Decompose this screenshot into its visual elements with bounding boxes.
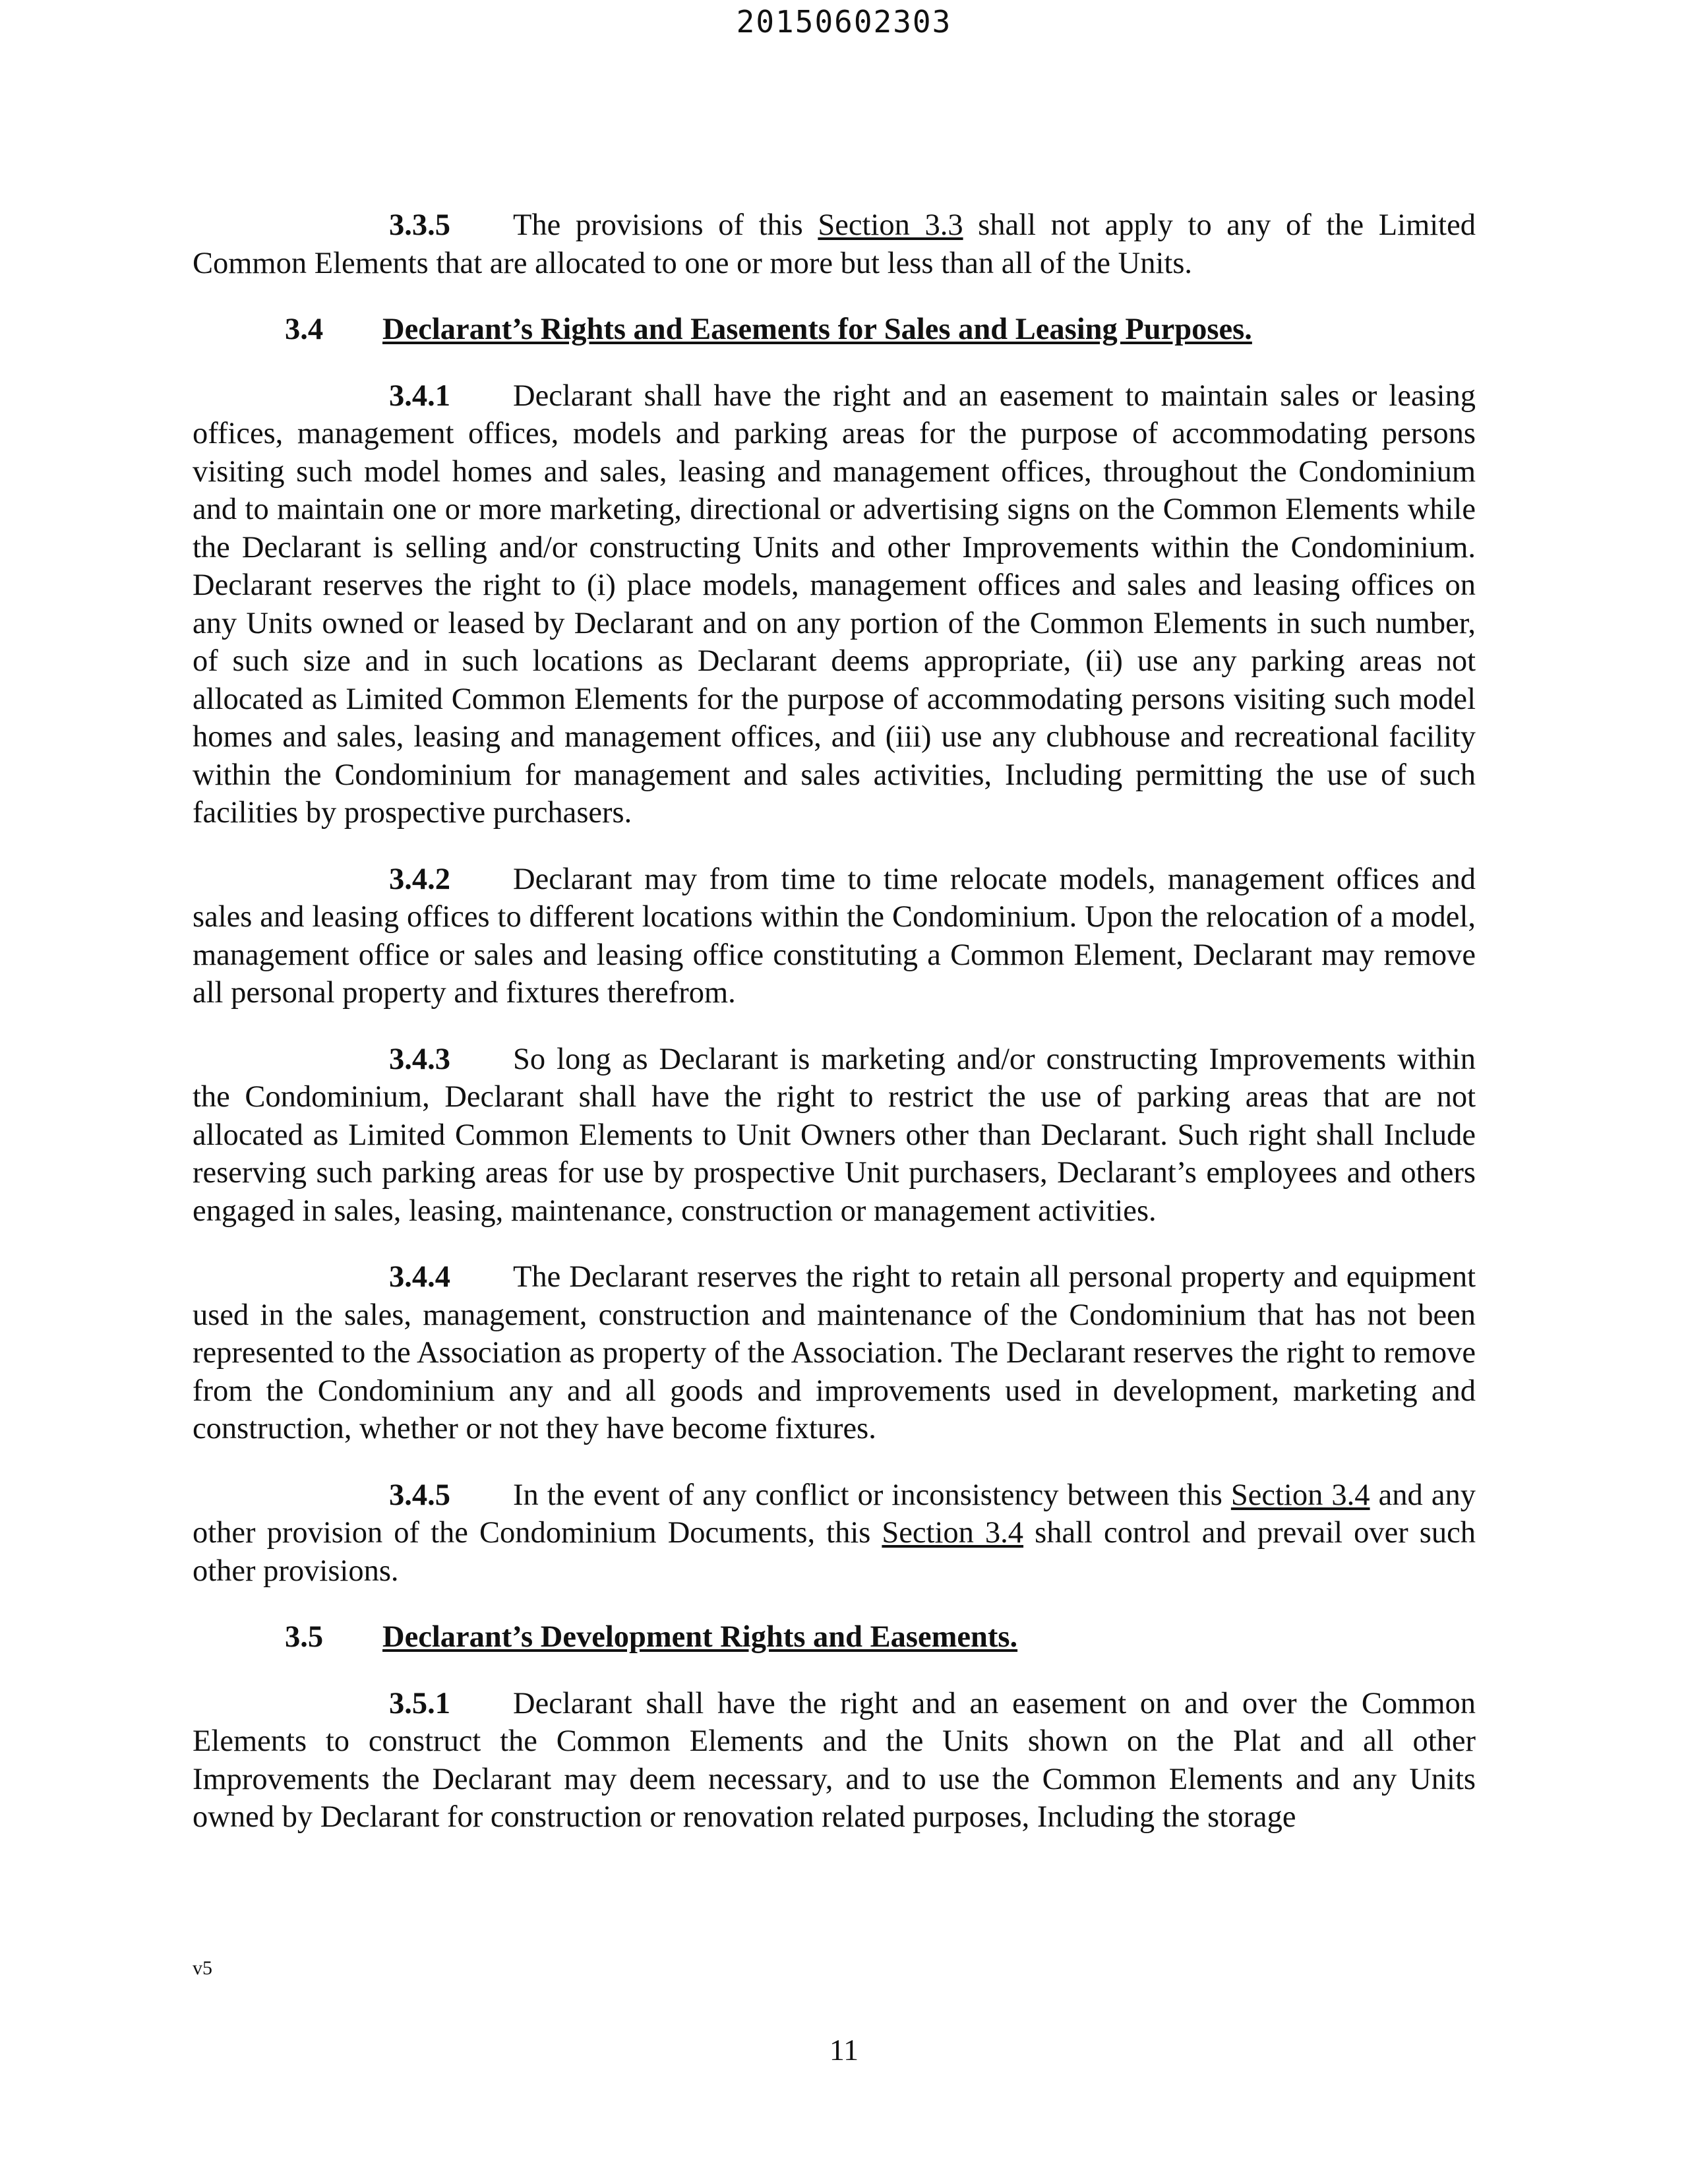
paragraph-3-4-2	[193, 861, 1476, 1012]
paragraph-text: shall not apply to any of the Limited Common Elements that are allocated to one or more but less than all of the Units.	[193, 208, 1476, 280]
paragraph-3-4-1	[193, 377, 1476, 832]
paragraph-3-3-5	[193, 206, 1476, 282]
paragraph-text: Declarant shall have the right and an easement to maintain sales or leasing offices, management offices, models and parking areas for the purpose of accommodating persons visiting such model homes and sales, leasing and management offices, throughout the Condominium and to maintain one or more marketing, directional or advertising signs on the Common Elements while the Declarant is selling and/or constructing Units and other Improvements within the Condominium. Declarant reserves the right to (i) place models, management offices and sales and leasing offices on any Units owned or leased by Declarant and on any portion of the Common Elements in such number, of such size and in such locations as Declarant deems appropriate, (ii) use any parking areas not allocated as Limited Common Elements for the purpose of accommodating persons visiting such model homes and sales, leasing and management offices, and (iii) use any clubhouse and recreational facility within the Condominium for management and sales activities, Including permitting the use of such facilities by prospective purchasers.	[193, 379, 1476, 830]
section-number: 3.4.4	[389, 1260, 450, 1294]
section-number: 3.4	[285, 313, 324, 346]
section-number: 3.4.3	[389, 1042, 450, 1076]
page-number: 11	[829, 2033, 859, 2067]
paragraph-text: Declarant may from time to time relocate models, management offices and sales and leasing offices to different locations within the Condominium. Upon the relocation of a model, management office or sales and leasing office constituting a Common Element, Declarant may remove all personal property and fixtures therefrom.	[193, 862, 1476, 1010]
paragraph-text: So long as Declarant is marketing and/or constructing Improvements within the Condominium, Declarant shall have the right to restrict the use of parking areas that are not allocated as Limited Common Elements to Unit Owners other than Declarant. Such right shall Include reserving such parking areas for use by prospective Unit purchasers, Declarant’s employees and others engaged in sales, leasing, maintenance, construction or management activities.	[193, 1042, 1476, 1228]
section-title: Declarant’s Rights and Easements for Sales and Leasing Purposes.	[382, 313, 1252, 346]
section-reference: Section 3.4	[1230, 1478, 1370, 1512]
section-heading-3-5	[193, 1618, 1476, 1656]
paragraph-3-5-1	[193, 1685, 1476, 1836]
section-title: Declarant’s Development Rights and Easements.	[382, 1620, 1018, 1654]
section-number: 3.4.5	[389, 1478, 450, 1512]
paragraph-text: Declarant shall have the right and an easement on and over the Common Elements to construct the Common Elements and the Units shown on the Plat and all other Improvements the Declarant may deem necessary, and to use the Common Elements and any Units owned by Declarant for construction or renovation related purposes, Including the storage	[193, 1686, 1476, 1834]
paragraph-text: shall control and prevail over such other provisions.	[193, 1516, 1476, 1588]
section-number: 3.4.1	[389, 379, 450, 413]
paragraph-text: The Declarant reserves the right to retain all personal property and equipment used in the sales, management, construction and maintenance of the Condominium that has not been represented to the Association as property of the Association. The Declarant reserves the right to remove from the Condominium any and all goods and improvements used in development, marketing and construction, whether or not they have become fixtures.	[193, 1260, 1476, 1445]
paragraph-text: In the event of any conflict or inconsistency between this	[513, 1478, 1231, 1512]
section-heading-3-4	[193, 311, 1476, 349]
paragraph-3-4-4	[193, 1258, 1476, 1448]
document-number-stamp: 20150602303	[736, 4, 952, 40]
paragraph-text: The provisions of this	[513, 208, 818, 242]
section-number: 3.3.5	[389, 208, 450, 242]
section-number: 3.5	[285, 1620, 324, 1654]
section-reference: Section 3.4	[882, 1516, 1024, 1550]
version-label: v5	[193, 1957, 212, 1979]
section-number: 3.4.2	[389, 862, 450, 896]
document-body	[193, 206, 1476, 1865]
paragraph-text: and any other provision of the Condominium Documents, this	[193, 1478, 1476, 1550]
section-reference: Section 3.3	[818, 208, 963, 242]
paragraph-3-4-5	[193, 1476, 1476, 1591]
section-number: 3.5.1	[389, 1686, 450, 1720]
paragraph-3-4-3	[193, 1041, 1476, 1230]
